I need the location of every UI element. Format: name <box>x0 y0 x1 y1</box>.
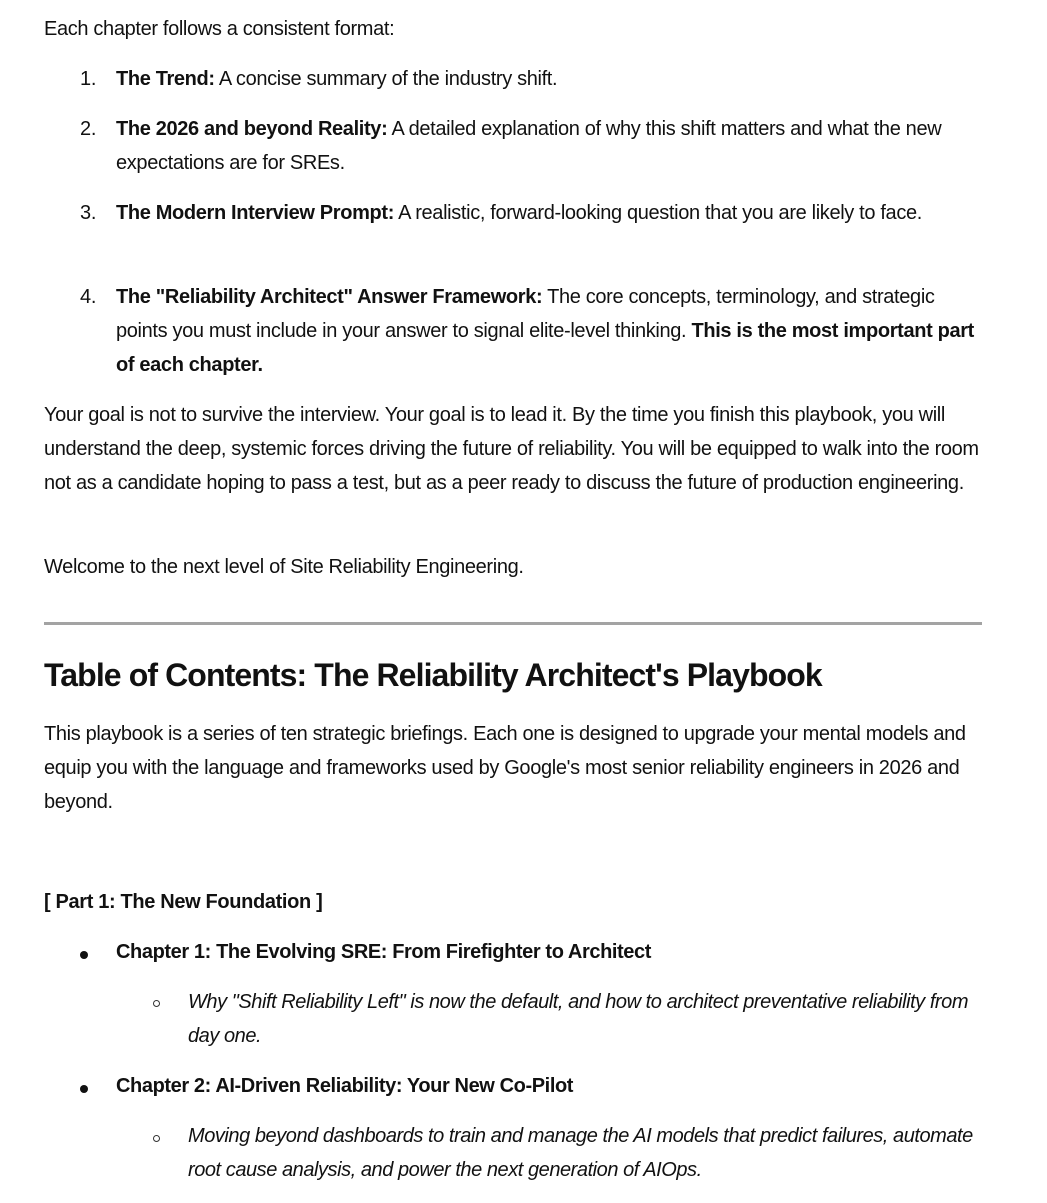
list-item-text: A detailed explanation of why this shift matters and what the new expectations are for SREs. <box>116 118 942 174</box>
bullet-icon <box>80 951 88 959</box>
chapter-title: Chapter 1: The Evolving SRE: From Firefighter to Architect <box>116 941 652 963</box>
list-item-body <box>116 280 982 382</box>
chapter-summary: Why "Shift Reliability Left" is now the default, and how to architect preventative reliability from day one. <box>188 991 969 1047</box>
chapter-title: Chapter 2: AI-Driven Reliability: Your New Co-Pilot <box>116 1075 574 1097</box>
list-number: 3. <box>80 202 97 224</box>
list-item-text: A realistic, forward-looking question that you are likely to face. <box>394 202 922 224</box>
list-number: 4. <box>80 286 97 308</box>
list-item-label: The Modern Interview Prompt: <box>116 202 395 224</box>
list-item-body <box>116 62 982 96</box>
list-item-emphasis: This is the most important part of each chapter. <box>116 320 974 376</box>
list-item-text: A concise summary of the industry shift. <box>214 68 558 90</box>
list-item-text: The core concepts, terminology, and strategic points you must include in your answer to signal elite-level thinking. <box>116 286 935 342</box>
goal-paragraph: Your goal is not to survive the interview. Your goal is to lead it. By the time you finish this playbook, you will understand the deep, systemic forces driving the future of reliability. You will be equipped to walk into the room not as a candidate hoping to pass a test, but as a peer ready to discuss the future of production engineering. <box>44 404 979 494</box>
hollow-bullet-icon <box>153 1000 160 1007</box>
horizontal-divider <box>44 622 982 625</box>
toc-title: Table of Contents: The Reliability Architect's Playbook <box>44 657 822 693</box>
list-number: 1. <box>80 68 97 90</box>
list-item-body <box>116 112 982 180</box>
list-item-label: The Trend: <box>116 68 215 90</box>
chapter-summary: Moving beyond dashboards to train and manage the AI models that predict failures, automate root cause analysis, and power the next generation of AIOps. <box>188 1125 973 1181</box>
hollow-bullet-icon <box>153 1135 160 1142</box>
list-item-label: The "Reliability Architect" Answer Framework: <box>116 286 543 308</box>
list-item-label: The 2026 and beyond Reality: <box>116 118 388 140</box>
bullet-icon <box>80 1085 88 1093</box>
part-heading: [ Part 1: The New Foundation ] <box>44 891 323 913</box>
welcome-paragraph: Welcome to the next level of Site Reliability Engineering. <box>44 556 524 578</box>
format-lead: Each chapter follows a consistent format: <box>44 18 395 40</box>
list-number: 2. <box>80 118 97 140</box>
toc-description: This playbook is a series of ten strategic briefings. Each one is designed to upgrade your mental models and equip you with the language and frameworks used by Google's most senior reliability engineers in 2026 and beyond. <box>44 723 966 813</box>
list-item-body <box>116 196 982 230</box>
